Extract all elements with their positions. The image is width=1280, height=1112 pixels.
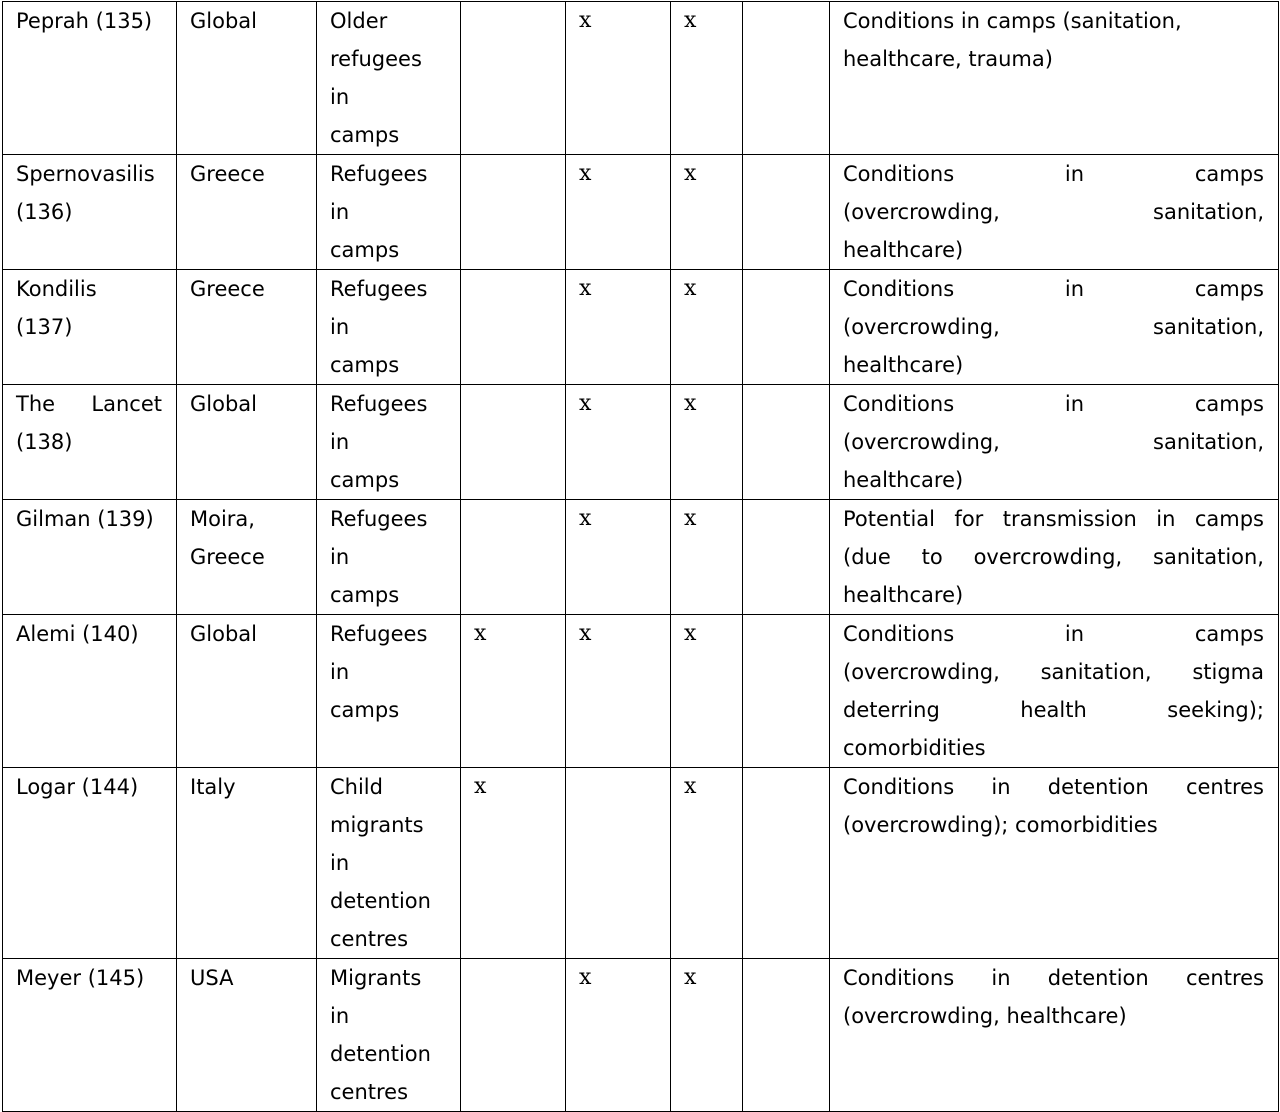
notes-cell-line: healthcare) xyxy=(843,583,964,607)
mark-cell-4 xyxy=(743,959,830,1112)
mark-cell-4 xyxy=(743,768,830,959)
mark-cell-4 xyxy=(743,615,830,768)
study-cell xyxy=(3,385,177,500)
mark-cell-1 xyxy=(461,500,566,615)
population-cell-line: migrants in xyxy=(330,813,424,875)
study-cell xyxy=(3,270,177,385)
mark-cell-2: x xyxy=(566,155,671,270)
mark-cell-4 xyxy=(743,500,830,615)
mark-cell-4 xyxy=(743,2,830,155)
population-cell-line: Refugees in xyxy=(330,392,428,454)
population-cell-line: detention xyxy=(330,1042,431,1066)
setting-cell-line: Moira, xyxy=(190,507,255,531)
table-row xyxy=(3,500,1279,615)
setting-cell-line: Global xyxy=(190,622,257,646)
study-cell-line: Logar (144) xyxy=(16,775,139,799)
notes-cell-line: Conditions in detention centres xyxy=(843,966,1264,990)
population-cell-line: Refugees in xyxy=(330,507,428,569)
setting-cell-line: Greece xyxy=(190,162,265,186)
notes-cell xyxy=(830,385,1279,500)
mark-cell-2: x xyxy=(566,2,671,155)
study-cell-line: The Lancet xyxy=(16,392,162,416)
mark-cell-2: x xyxy=(566,270,671,385)
notes-cell-line: comorbidities xyxy=(843,736,986,760)
mark-cell-3: x xyxy=(671,768,743,959)
setting-cell-line: Global xyxy=(190,9,257,33)
notes-cell xyxy=(830,615,1279,768)
study-cell xyxy=(3,768,177,959)
population-cell-line: centres xyxy=(330,1080,409,1104)
table-body xyxy=(3,2,1279,1112)
setting-cell xyxy=(177,615,317,768)
mark-cell-1 xyxy=(461,385,566,500)
table-row xyxy=(3,615,1279,768)
population-cell xyxy=(317,155,461,270)
table-row xyxy=(3,959,1279,1112)
study-cell xyxy=(3,2,177,155)
setting-cell xyxy=(177,385,317,500)
notes-cell-line: (overcrowding, sanitation, xyxy=(843,430,1264,454)
table-row xyxy=(3,768,1279,959)
setting-cell-line: Global xyxy=(190,392,257,416)
notes-cell-line: healthcare) xyxy=(843,468,964,492)
population-cell xyxy=(317,615,461,768)
mark-cell-1 xyxy=(461,2,566,155)
population-cell-line: Refugees in xyxy=(330,162,428,224)
population-cell xyxy=(317,385,461,500)
mark-cell-2: x xyxy=(566,385,671,500)
notes-cell-line: Conditions in camps (sanitation, xyxy=(843,9,1182,33)
setting-cell xyxy=(177,500,317,615)
population-cell-line: camps xyxy=(330,353,400,377)
setting-cell-line: Greece xyxy=(190,545,265,569)
population-cell-line: camps xyxy=(330,583,400,607)
study-cell xyxy=(3,615,177,768)
population-cell xyxy=(317,2,461,155)
mark-cell-3: x xyxy=(671,959,743,1112)
mark-cell-3: x xyxy=(671,155,743,270)
population-cell-line: Refugees in xyxy=(330,277,428,339)
population-cell-line: Migrants in xyxy=(330,966,422,1028)
population-cell xyxy=(317,959,461,1112)
mark-cell-3: x xyxy=(671,2,743,155)
notes-cell-line: healthcare) xyxy=(843,353,964,377)
population-cell-line: centres xyxy=(330,927,409,951)
notes-cell xyxy=(830,500,1279,615)
population-cell-line: Older xyxy=(330,9,388,33)
population-cell-line: camps xyxy=(330,238,400,262)
notes-cell-line: Conditions in camps xyxy=(843,392,1264,416)
study-cell-line: Gilman (139) xyxy=(16,507,154,531)
studies-table xyxy=(2,1,1279,1112)
mark-cell-1 xyxy=(461,155,566,270)
population-cell-line: Refugees in xyxy=(330,622,428,684)
population-cell-line: camps xyxy=(330,123,400,147)
study-cell xyxy=(3,155,177,270)
mark-cell-4 xyxy=(743,270,830,385)
notes-cell-line: (overcrowding); comorbidities xyxy=(843,813,1158,837)
notes-cell-line: Potential for transmission in camps xyxy=(843,507,1264,531)
setting-cell xyxy=(177,2,317,155)
study-cell-line: (136) xyxy=(16,200,73,224)
population-cell xyxy=(317,500,461,615)
notes-cell-line: healthcare) xyxy=(843,238,964,262)
notes-cell-line: Conditions in camps xyxy=(843,162,1264,186)
study-cell-line: Meyer (145) xyxy=(16,966,145,990)
mark-cell-2: x xyxy=(566,615,671,768)
mark-cell-4 xyxy=(743,155,830,270)
mark-cell-1 xyxy=(461,959,566,1112)
mark-cell-4 xyxy=(743,385,830,500)
notes-cell-line: (overcrowding, healthcare) xyxy=(843,1004,1127,1028)
population-cell-line: camps xyxy=(330,468,400,492)
table-row xyxy=(3,385,1279,500)
notes-cell-line: (due to overcrowding, sanitation, xyxy=(843,545,1264,569)
mark-cell-1 xyxy=(461,270,566,385)
mark-cell-2 xyxy=(566,768,671,959)
table-row xyxy=(3,2,1279,155)
mark-cell-3: x xyxy=(671,270,743,385)
notes-cell xyxy=(830,155,1279,270)
population-cell xyxy=(317,270,461,385)
mark-cell-2: x xyxy=(566,959,671,1112)
notes-cell-line: (overcrowding, sanitation, xyxy=(843,200,1264,224)
population-cell-line: Child xyxy=(330,775,383,799)
notes-cell xyxy=(830,768,1279,959)
notes-cell-line: healthcare, trauma) xyxy=(843,47,1053,71)
population-cell xyxy=(317,768,461,959)
study-cell-line: Alemi (140) xyxy=(16,622,139,646)
notes-cell-line: Conditions in camps xyxy=(843,622,1264,646)
study-cell-line: Spernovasilis xyxy=(16,162,155,186)
notes-cell-line: (overcrowding, sanitation, xyxy=(843,315,1264,339)
study-cell-line: (138) xyxy=(16,430,73,454)
population-cell-line: refugees in xyxy=(330,47,422,109)
study-cell-line: Peprah (135) xyxy=(16,9,153,33)
setting-cell xyxy=(177,155,317,270)
notes-cell-line: (overcrowding, sanitation, stigma xyxy=(843,660,1264,684)
setting-cell xyxy=(177,959,317,1112)
setting-cell xyxy=(177,270,317,385)
study-cell-line: Kondilis xyxy=(16,277,97,301)
notes-cell xyxy=(830,270,1279,385)
table-row xyxy=(3,155,1279,270)
notes-cell xyxy=(830,959,1279,1112)
notes-cell-line: deterring health seeking); xyxy=(843,698,1264,722)
notes-cell-line: Conditions in detention centres xyxy=(843,775,1264,799)
mark-cell-3: x xyxy=(671,385,743,500)
mark-cell-3: x xyxy=(671,500,743,615)
mark-cell-2: x xyxy=(566,500,671,615)
setting-cell-line: USA xyxy=(190,966,234,990)
study-cell-line: (137) xyxy=(16,315,73,339)
setting-cell xyxy=(177,768,317,959)
mark-cell-1: x xyxy=(461,615,566,768)
study-cell xyxy=(3,500,177,615)
mark-cell-1: x xyxy=(461,768,566,959)
notes-cell xyxy=(830,2,1279,155)
setting-cell-line: Greece xyxy=(190,277,265,301)
study-cell xyxy=(3,959,177,1112)
notes-cell-line: Conditions in camps xyxy=(843,277,1264,301)
setting-cell-line: Italy xyxy=(190,775,236,799)
population-cell-line: camps xyxy=(330,698,400,722)
table-row xyxy=(3,270,1279,385)
mark-cell-3: x xyxy=(671,615,743,768)
population-cell-line: detention xyxy=(330,889,431,913)
